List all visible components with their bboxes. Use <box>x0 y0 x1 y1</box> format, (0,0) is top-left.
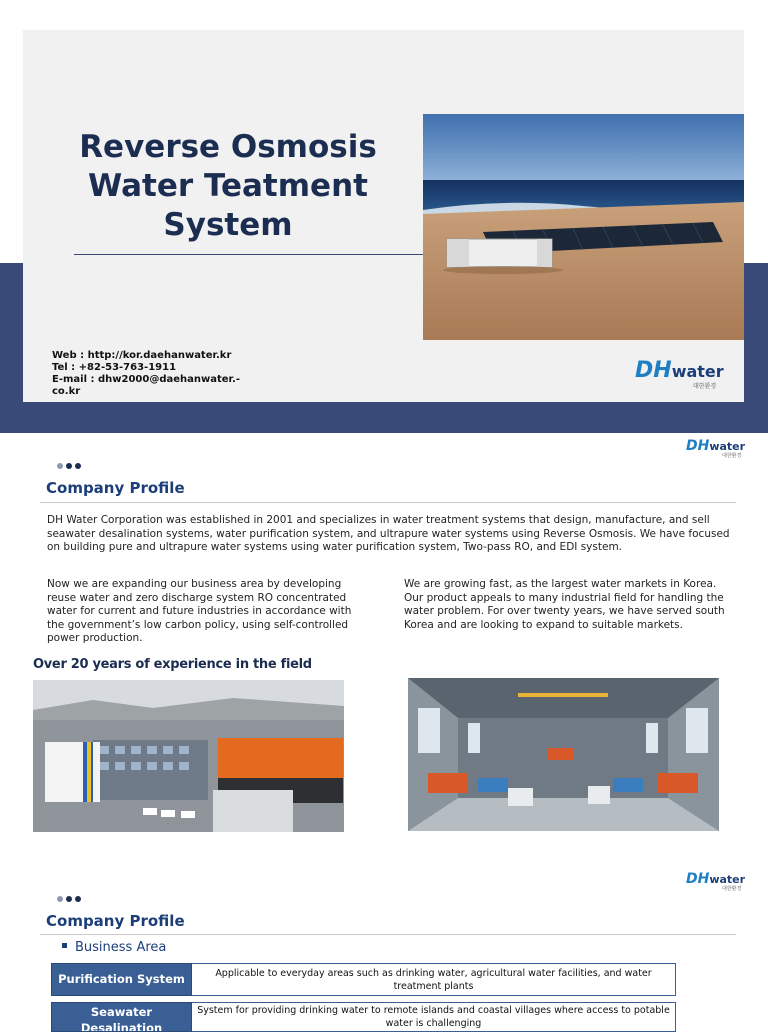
cover-title-line-3: System <box>163 207 293 243</box>
slide-dots-icon <box>57 896 81 902</box>
business-area-bullet <box>62 940 166 955</box>
slide-dots-icon <box>57 463 81 469</box>
photo-company-building <box>33 680 344 832</box>
profile-intro: DH Water Corporation was established in 2001 and specializes in water treatment systems that design, manufacture, and sell seawater desalination systems, water purification system, and ultrapure water systems using Reverse Osmosis. We have focused on building pure and ultrapure water systems using water purification system, Two-pass RO, and EDI system. <box>47 514 730 553</box>
contact-info <box>52 350 252 398</box>
photo-factory-interior <box>408 678 719 831</box>
cover-title-line-2: Water Teatment <box>88 168 368 204</box>
section-divider <box>40 502 736 503</box>
experience-heading: Over 20 years of experience in the field <box>33 657 312 672</box>
logo-word: water <box>709 873 746 886</box>
cover-photo-beach-solar-plant <box>423 114 744 340</box>
logo-word: water <box>671 362 724 381</box>
bullet-square-icon <box>62 943 67 948</box>
logo-word: water <box>709 440 746 453</box>
section-divider <box>40 934 736 935</box>
logo-subtext: 대한환경 <box>722 886 742 892</box>
business-row-label: Purification System <box>51 963 192 996</box>
cover-divider <box>74 254 424 255</box>
logo-mark: DH <box>686 871 710 887</box>
dh-water-logo <box>635 358 724 390</box>
logo-mark: DH <box>635 358 672 383</box>
business-row-label: Seawater Desalination <box>51 1002 192 1032</box>
contact-web: Web : http://kor.daehanwater.kr <box>52 350 232 361</box>
logo-subtext: 대한환경 <box>693 383 717 390</box>
logo-mark: DH <box>686 438 710 454</box>
section-title: Company Profile <box>46 479 185 497</box>
section-title: Company Profile <box>46 912 185 930</box>
logo-subtext: 대한환경 <box>722 453 742 459</box>
profile-left-column: Now we are expanding our business area by developing reuse water and zero discharge system RO concentrated water for current and future industries in accordance with the government’s low carbon policy, using self-controlled power production. <box>47 578 352 644</box>
profile-right-column: We are growing fast, as the largest water markets in Korea. Our product appeals to many industrial field for handling the water problem. For over twenty years, we have served south Korea and are looking to expand to suitable markets. <box>404 578 725 631</box>
business-row-desc: System for providing drinking water to remote islands and coastal villages where access to potable water is challenging <box>192 1002 676 1032</box>
business-row-desc: Applicable to everyday areas such as drinking water, agricultural water facilities, and water treatment plants <box>192 963 676 996</box>
business-area-label: Business Area <box>75 940 167 955</box>
dh-water-logo <box>686 438 745 459</box>
cover-title <box>52 128 404 245</box>
dh-water-logo <box>686 871 745 892</box>
cover-title-line-1: Reverse Osmosis <box>79 129 377 165</box>
contact-tel: Tel : +82-53-763-1911 <box>52 362 177 373</box>
contact-email: E-mail : dhw2000@daehanwater.-co.kr <box>52 374 240 397</box>
